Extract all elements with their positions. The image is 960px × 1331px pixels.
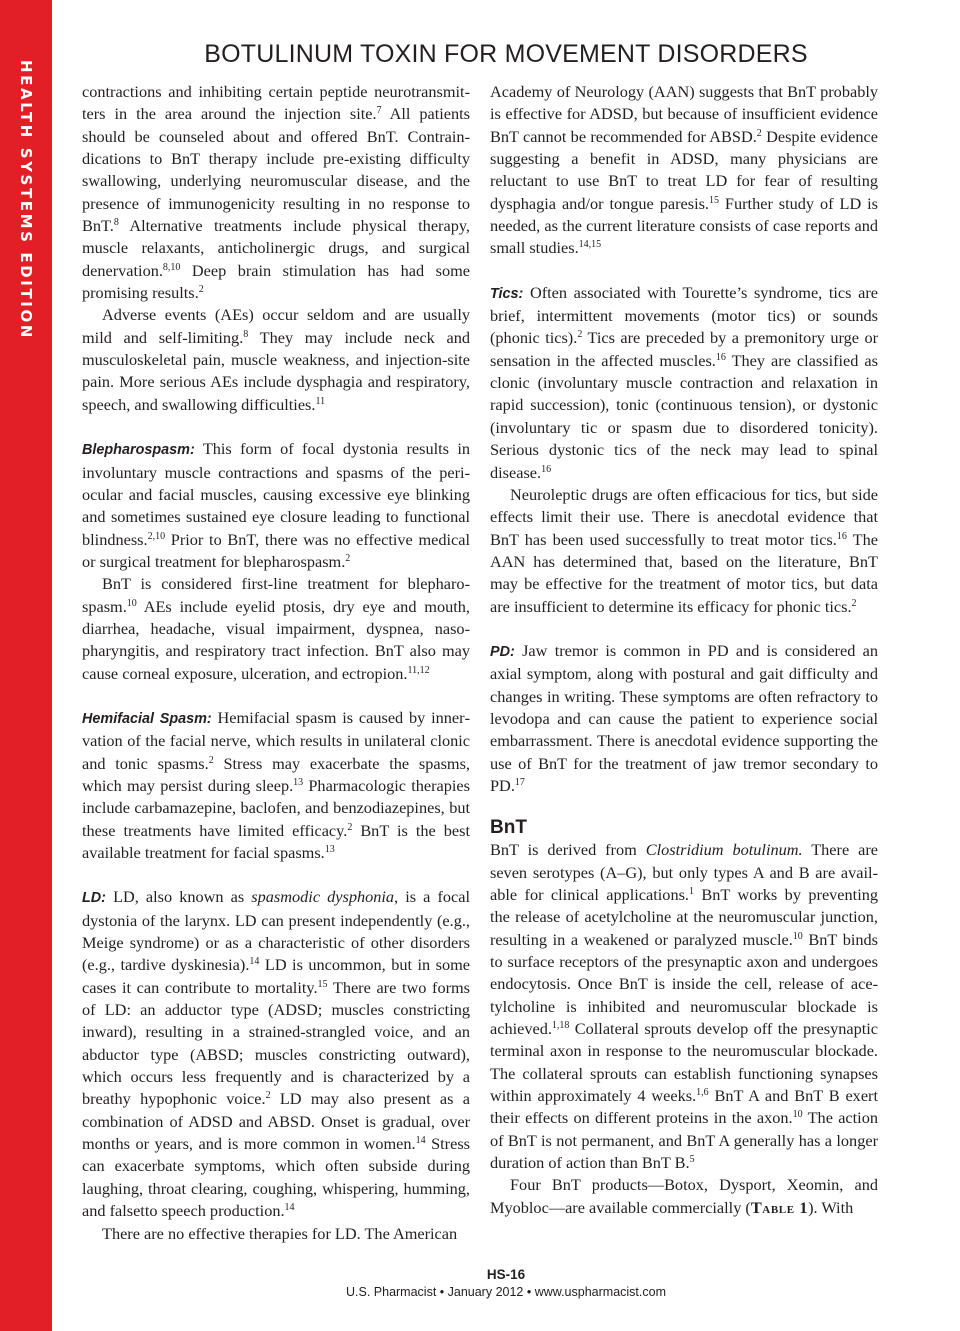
paragraph-neuroleptic-drugs: Neuroleptic drugs are often efficacious for tics, but side effects limit their use. There is anecdotal evidence that BnT has been used successfully to treat motor tics.$^{16}$ The AAN has determined that, based on the literature, BnT may be effective for the treatment of motor tics, but data are insufficient to determine its efficacy for phonic tics.$^2$	[490, 484, 878, 616]
reference-citation: 16	[836, 530, 847, 542]
paragraph-ld-therapies: There are no effective therapies for LD. The American	[102, 1223, 458, 1243]
reference-citation: 2	[198, 284, 204, 296]
running-title: BOTULINUM TOXIN FOR MOVEMENT DISORDERS	[204, 40, 808, 68]
reference-citation: 15	[709, 194, 719, 206]
paragraph-contraindications: contractions and inhibiting certain peptide neurotransmitters in the area around the injection site.$^7$ All patients should be counseled about and offered BnT. Contraindications to BnT therapy include pre-existing difficulty swallowing, underlying neuromuscular disease, and the presence of immunogenicity resulting in no response to BnT.$^8$ Alternative treatments include physical therapy, muscle relaxants, anticholinergic drugs, and surgical denervation.$^{8,10}$ Deep brain stimulation has had some promising results.$^2$	[82, 82, 471, 303]
paragraph-ld: LD: LD, also known as spasmodic dysphonia, is a focal dystonia of the larynx. LD can present independently (e.g., Meige syndrome) or as a characteristic of other disorders (e.g., tardive dyskinesia).$^{14}$ LD is uncommon, but in some cases it can contribute to mortality.$^{15}$ There are two forms of LD: an adductor type (ADSD; muscles constricting inward), resulting in a strained-strangled voice, and an abductor type (ABSD; muscles constricting outward), which occurs less frequently and is characterized by a breathy hypophonic voice.$^2$ LD may also present as a combination of ADSD and ABSD. Onset is gradual, over months or years, and is more common in women.$^{14}$ Stress can exacerbate symptoms, which often subside during laughing, throat clearing, coughing, whispering, humming, and falsetto speech production.$^{14}$	[82, 887, 471, 1221]
reference-citation: 2	[345, 552, 351, 564]
reference-citation: 2	[756, 127, 762, 139]
paragraph-hemifacial-spasm: Hemifacial Spasm: Hemifacial spasm is caused by innervation of the facial nerve, which results in unilateral clonic and tonic spasms.$^2$ Stress may exacerbate the spasms, which may persist during sleep.$^{13}$ Pharmacologic therapies include carbamazepine, baclofen, and benzodiazepines, but these treatments have limited efficacy.$^2$ BnT is the best available treatment for facial spasms.$^{13}$	[82, 707, 470, 862]
reference-citation: 15	[317, 978, 328, 990]
reference-citation: 16	[541, 463, 552, 475]
runin-heading-hemifacial-spasm: Hemifacial Spasm:	[82, 710, 212, 727]
paragraph-bnt-products: Four BnT products—Botox, Dysport, Xeomin, and Myobloc—are available commercially (Table 1). With	[490, 1175, 878, 1217]
reference-citation: 8,10	[162, 261, 181, 273]
paragraph-tics: Tics: Often associated with Tourette’s syndrome, tics are brief, intermittent movements (motor tics) or sounds (phonic tics).$^2$ Tics are preceded by a premonitory urge or sensation in the affected muscles.$^{16}$ They are classified as clonic (involuntary muscle contraction and relaxation in rapid succession), tonic (continuous tension), or dystonic (involuntary tic or spasm due to disordered tonicity). Serious dystonic tics of the neck may lead to spinal disease.$^{16}$	[490, 282, 879, 482]
reference-citation: 16	[715, 351, 726, 363]
reference-citation: 14	[284, 1202, 295, 1214]
reference-citation: 8	[113, 217, 119, 229]
paragraph-blepharospasm-treatment: BnT is considered first-line treatment for blepharospasm.$^{10}$ AEs include eyelid ptosis, dry eye and mouth, diarrhea, headache, visual impairment, dyspnea, nasopharyngitis, and respiratory tract infection. BnT also may cause corneal exposure, ulceration, and ectropion.$^{11,12}$	[82, 574, 470, 683]
paragraph-pd: PD: Jaw tremor is common in PD and is considered an axial symptom, along with postural and gait difficulty and changes in writing. These symptoms are often refractory to levodopa and can cause the patient to experience social embarrassment. There is anecdotal evidence supporting the use of BnT for the treatment of jaw tremor secondary to PD.$^{17}$	[490, 640, 878, 795]
reference-citation: 17	[514, 776, 525, 788]
runin-heading-tics: Tics:	[490, 285, 524, 302]
reference-citation: 7	[376, 105, 382, 117]
reference-citation: 13	[324, 844, 335, 855]
reference-citation: 1,6	[696, 1087, 709, 1099]
paragraph-adverse-events: Adverse events (AEs) occur seldom and are usually mild and self-limiting.$^8$ They may include neck and musculoskeletal pain, muscle weakness, and injection-site pain. More serious AEs include dysphagia and respiratory, speech, and swallowing difficulties.$^{11}$	[82, 305, 470, 414]
reference-citation: 14,15	[578, 239, 602, 251]
paragraph-bnt-mechanism: BnT is derived from Clostridium botulinum. There are seven serotypes (A–G), but only types A and B are available for clinical applications.$^1$ BnT works by preventing the release of acetylcholine at the neuromuscular junction, resulting in a weakened or paralyzed muscle.$^{10}$ BnT binds to surface receptors of the presynaptic axon and undergoes endocytosis. Once BnT is inside the cell, release of acetylcholine is inhibited and neuromuscular blockade is achieved.$^{1,18}$ Collateral sprouts develop off the presynaptic terminal axon in response to the neuromuscular blockade. The collateral sprouts can establish functioning synapses within approximately 4 weeks.$^{1,6}$ BnT A and BnT B exert their effects on different proteins in the axon.$^{10}$ The action of BnT is not permanent, and BnT A generally has a longer duration of action than BnT B.$^5$	[490, 840, 879, 1173]
paragraph-blepharospasm: Blepharospasm: This form of focal dystonia results in involuntary muscle contractions and spasms of the periocular and facial muscles, causing excessive eye blinking and sometimes sustained eye closure leading to functional blindness.$^{2,10}$ Prior to BnT, there was no effective medical or surgical treatment for blepharospasm.$^2$	[82, 439, 470, 571]
reference-citation: 10	[792, 930, 803, 942]
reference-citation: 2	[851, 597, 857, 609]
left-column	[82, 81, 470, 1245]
right-column	[490, 81, 878, 1219]
reference-citation: 14	[249, 956, 260, 968]
section-heading-bnt: BnT	[490, 817, 527, 839]
reference-citation: 2	[577, 329, 583, 341]
reference-citation: 2	[347, 821, 353, 833]
page-number: HS-16	[486, 1267, 526, 1282]
runin-heading-pd: PD:	[490, 643, 515, 660]
runin-heading-ld: LD:	[82, 890, 106, 907]
reference-citation: 14	[415, 1135, 426, 1147]
edition-label: HEALTH SYSTEMS EDITION	[17, 60, 35, 340]
reference-citation: 8	[243, 328, 249, 340]
runin-heading-blepharospasm: Blepharospasm:	[82, 442, 195, 459]
reference-citation: 1,18	[551, 1020, 570, 1032]
reference-citation: 2	[208, 754, 214, 766]
reference-citation: 13	[293, 776, 304, 788]
reference-citation: 2	[265, 1090, 271, 1102]
publication-line: U.S. Pharmacist • January 2012 • www.uspharmacist.com	[346, 1285, 666, 1299]
reference-citation: 5	[689, 1154, 695, 1166]
reference-citation: 1	[689, 886, 694, 897]
reference-citation: 11	[315, 395, 326, 407]
reference-citation: 10	[792, 1109, 803, 1121]
paragraph-aan-ld: Academy of Neurology (AAN) suggests that BnT probably is effective for ADSD, but because of insufficient evidence BnT cannot be recommended for ABSD.$^2$ Despite evidence suggesting a benefit in ADSD, many physicians are reluctant to use BnT to treat LD for fear of resulting dysphagia and/or tongue paresis.$^{15}$ Further study of LD is needed, as the current literature consists of case reports and small studies.$^{14,15}$	[490, 82, 878, 258]
reference-citation: 11,12	[407, 664, 430, 676]
table-reference: Table 1	[750, 1197, 809, 1217]
reference-citation: 10	[126, 597, 137, 609]
edition-sidebar	[0, 0, 52, 1331]
reference-citation: 2,10	[147, 530, 166, 542]
